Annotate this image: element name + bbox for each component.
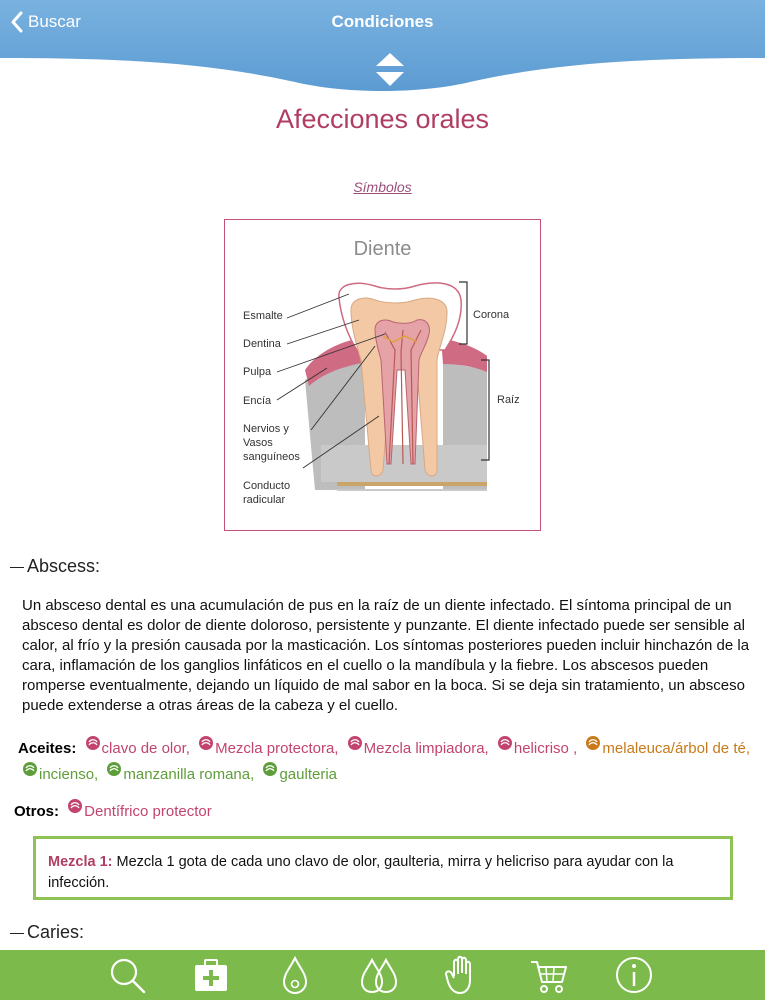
header-title: Condiciones (331, 12, 434, 31)
search-icon[interactable] (106, 954, 148, 996)
label-pulpa: Pulpa (243, 366, 272, 378)
label-encia: Encía (243, 395, 272, 407)
oils-label: Aceites: (18, 740, 77, 757)
cart-icon[interactable] (528, 954, 570, 996)
mix-recipe-box (33, 836, 733, 900)
oil-drop-icon (347, 735, 363, 751)
label-nervios-line3: sanguíneos (243, 451, 300, 463)
oil-drop-icon (497, 735, 513, 751)
label-corona: Corona (473, 309, 510, 321)
hand-icon[interactable] (442, 954, 484, 996)
oil-link[interactable]: manzanilla romana, (102, 766, 254, 783)
abscess-heading[interactable] (10, 556, 100, 577)
diagram-title: Diente (353, 238, 412, 260)
oil-link[interactable]: helicriso , (493, 740, 577, 757)
others-list (14, 798, 754, 824)
oil-drop-icon (22, 761, 38, 777)
collapse-dash-icon (10, 567, 24, 569)
bottom-tab-bar (0, 950, 765, 1000)
collapse-dash-icon (10, 933, 24, 935)
back-label: Buscar (28, 12, 81, 31)
oils-list (18, 735, 758, 787)
oil-drop-icon (106, 761, 122, 777)
label-nervios-line2: Vasos (243, 437, 273, 449)
symbols-link[interactable]: Símbolos (353, 179, 412, 195)
drop-icon[interactable] (274, 954, 316, 996)
double-drop-icon[interactable] (358, 954, 400, 996)
page-title: Afecciones orales (275, 104, 490, 134)
oil-link[interactable]: clavo de olor, (81, 740, 190, 757)
oil-drop-icon (198, 735, 214, 751)
label-raiz: Raíz (497, 394, 520, 406)
label-esmalte: Esmalte (243, 310, 283, 322)
header (0, 0, 765, 96)
label-nervios-line1: Nervios y (243, 423, 289, 435)
oil-drop-icon (85, 735, 101, 751)
first-aid-icon[interactable] (190, 954, 232, 996)
abscess-heading-text: Abscess: (27, 556, 101, 576)
oil-link[interactable]: melaleuca/árbol de té, (581, 740, 750, 757)
label-dentina: Dentina (243, 338, 281, 350)
label-nervios (243, 422, 300, 464)
caries-heading-text: Caries: (27, 922, 85, 942)
label-conducto-line1: Conducto (243, 480, 291, 492)
caries-heading[interactable] (10, 922, 84, 943)
other-link[interactable]: Dentífrico protector (63, 803, 212, 820)
oil-drop-icon (262, 761, 278, 777)
oil-drop-icon (67, 798, 83, 814)
oil-link[interactable]: Mezcla limpiadora, (343, 740, 489, 757)
label-conducto-line2: radicular (243, 494, 286, 506)
oil-link[interactable]: Mezcla protectora, (194, 740, 338, 757)
mix-label: Mezcla 1: (48, 854, 113, 870)
tooth-diagram (224, 219, 541, 531)
abscess-description: Un absceso dental es una acumulación de pus en la raíz de un diente infectado. El síntoma principal de un absceso dental es dolor de diente doloroso, persistente y punzante. El diente infectado puede ser sensible al calor, al frío y la presión causada por la masticación. Los síntomas posteriores pueden incluir hinchazón de la cara, inflamación de los ganglios linfáticos en el cuello o la mandíbula y la fiebre. Los abscesos pueden romperse eventualmente, dejando un líquido de mal sabor en la boca. Si se deja sin tratamiento, un absceso puede extenderse a otras áreas de la cabeza y el cuello. (22, 597, 750, 714)
scroll-arrows-icon[interactable] (372, 50, 408, 90)
label-conducto (243, 479, 290, 507)
info-icon[interactable] (613, 954, 655, 996)
others-label: Otros: (14, 803, 59, 820)
oil-link[interactable]: gaulteria (258, 766, 337, 783)
oil-drop-icon (585, 735, 601, 751)
oil-link[interactable]: incienso, (18, 766, 98, 783)
mix-text: Mezcla 1 gota de cada uno clavo de olor, gaulteria, mirra y helicriso para ayudar con la infección. (48, 854, 674, 891)
